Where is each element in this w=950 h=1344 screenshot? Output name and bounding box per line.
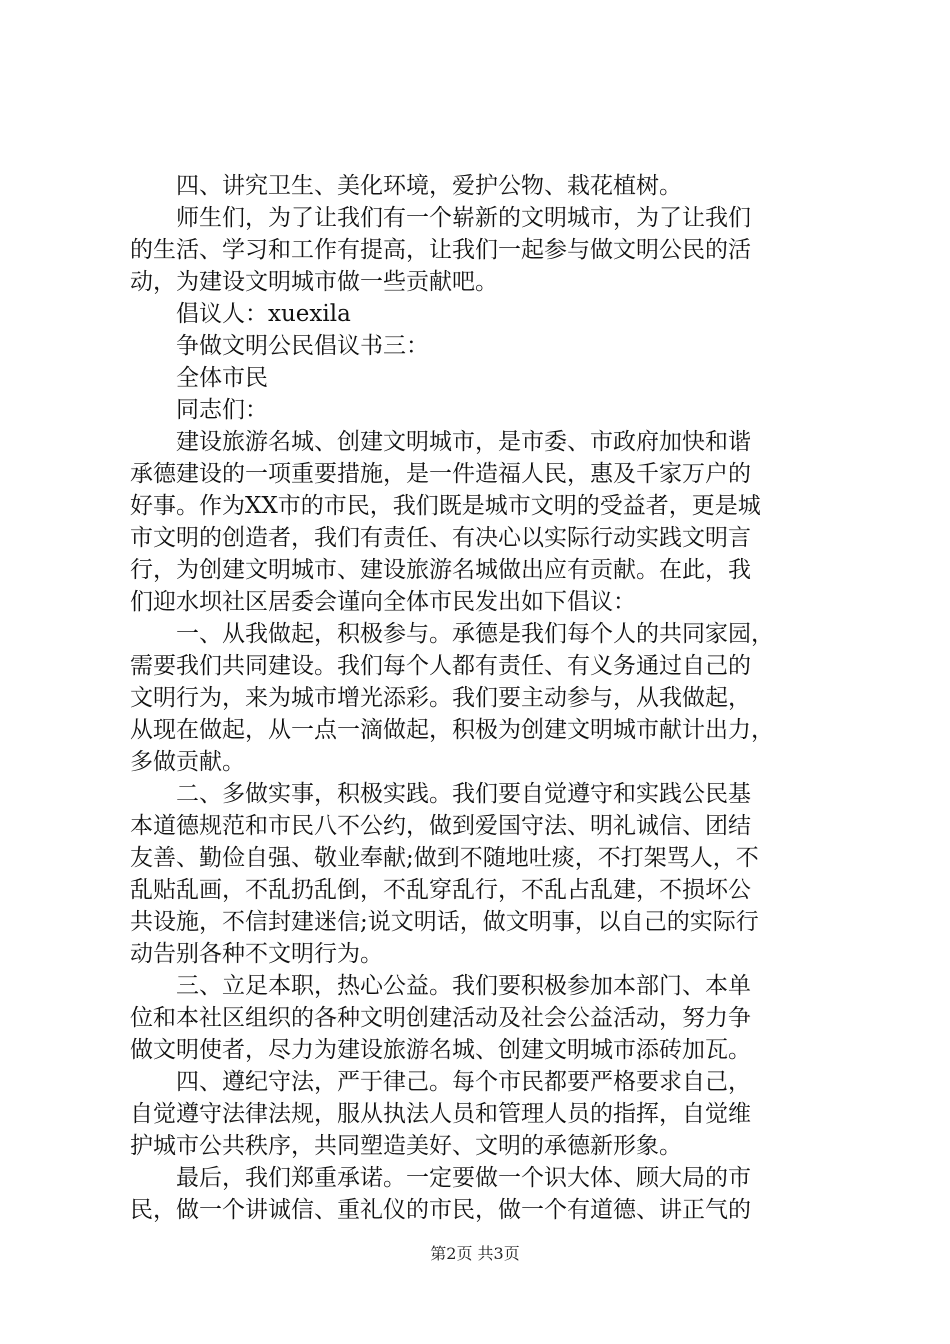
text-line: 四、遵纪守法，严于律己。每个市民都要严格要求自己， xyxy=(130,1069,751,1095)
text-line: 的生活、学习和工作有提高，让我们一起参与做文明公民的活 xyxy=(130,237,751,263)
text-line: 本道德规范和市民八不公约，做到爱国守法、明礼诚信、团结 xyxy=(130,813,751,839)
text-line: 承德建设的一项重要措施，是一件造福人民，惠及千家万户的 xyxy=(130,461,751,487)
text-line: 同志们： xyxy=(130,397,268,423)
text-line: 争做文明公民倡议书三： xyxy=(130,333,429,359)
text-line: 行，为创建文明城市、建设旅游名城做出应有贡献。在此，我 xyxy=(130,557,751,583)
text-line: 全体市民 xyxy=(130,365,268,391)
text-line: 多做贡献。 xyxy=(130,749,245,775)
text-line: 四、讲究卫生、美化环境，爱护公物、栽花植树。 xyxy=(130,173,682,199)
text-line: 好事。作为XX市的市民，我们既是城市文明的受益者，更是城 xyxy=(130,493,761,519)
text-line: 位和本社区组织的各种文明创建活动及社会公益活动，努力争 xyxy=(130,1005,751,1031)
text-line: 师生们，为了让我们有一个崭新的文明城市，为了让我们 xyxy=(130,205,751,231)
page-number-footer: 第2页 共3页 xyxy=(430,1244,520,1263)
text-line: 民，做一个讲诚信、重礼仪的市民，做一个有道德、讲正气的 xyxy=(130,1197,751,1223)
text-line: 需要我们共同建设。我们每个人都有责任、有义务通过自己的 xyxy=(130,653,751,679)
text-line: 乱贴乱画，不乱扔乱倒，不乱穿乱行，不乱占乱建，不损坏公 xyxy=(130,877,751,903)
document-body xyxy=(130,170,830,1226)
text-line: 倡议人：xuexila xyxy=(130,301,351,327)
text-line: 三、立足本职，热心公益。我们要积极参加本部门、本单 xyxy=(130,973,751,999)
text-line: 共设施，不信封建迷信;说文明话，做文明事，以自己的实际行 xyxy=(130,909,759,935)
text-line: 最后，我们郑重承诺。一定要做一个识大体、顾大局的市 xyxy=(130,1165,751,1191)
text-line: 文明行为，来为城市增光添彩。我们要主动参与，从我做起， xyxy=(130,685,751,711)
text-line: 市文明的创造者，我们有责任、有决心以实际行动实践文明言 xyxy=(130,525,751,551)
text-line: 护城市公共秩序，共同塑造美好、文明的承德新形象。 xyxy=(130,1133,682,1159)
text-line: 自觉遵守法律法规，服从执法人员和管理人员的指挥，自觉维 xyxy=(130,1101,751,1127)
text-line: 二、多做实事，积极实践。我们要自觉遵守和实践公民基 xyxy=(130,781,751,807)
text-line: 友善、勤俭自强、敬业奉献;做到不随地吐痰，不打架骂人，不 xyxy=(130,845,759,871)
text-line: 一、从我做起，积极参与。承德是我们每个人的共同家园， xyxy=(130,621,774,647)
text-line: 从现在做起，从一点一滴做起，积极为创建文明城市献计出力， xyxy=(130,717,774,743)
text-line: 们迎水坝社区居委会谨向全体市民发出如下倡议： xyxy=(130,589,636,615)
text-line: 动，为建设文明城市做一些贡献吧。 xyxy=(130,269,498,295)
text-line: 动告别各种不文明行为。 xyxy=(130,941,383,967)
text-line: 建设旅游名城、创建文明城市，是市委、市政府加快和谐 xyxy=(130,429,751,455)
text-line: 做文明使者，尽力为建设旅游名城、创建文明城市添砖加瓦。 xyxy=(130,1037,751,1063)
